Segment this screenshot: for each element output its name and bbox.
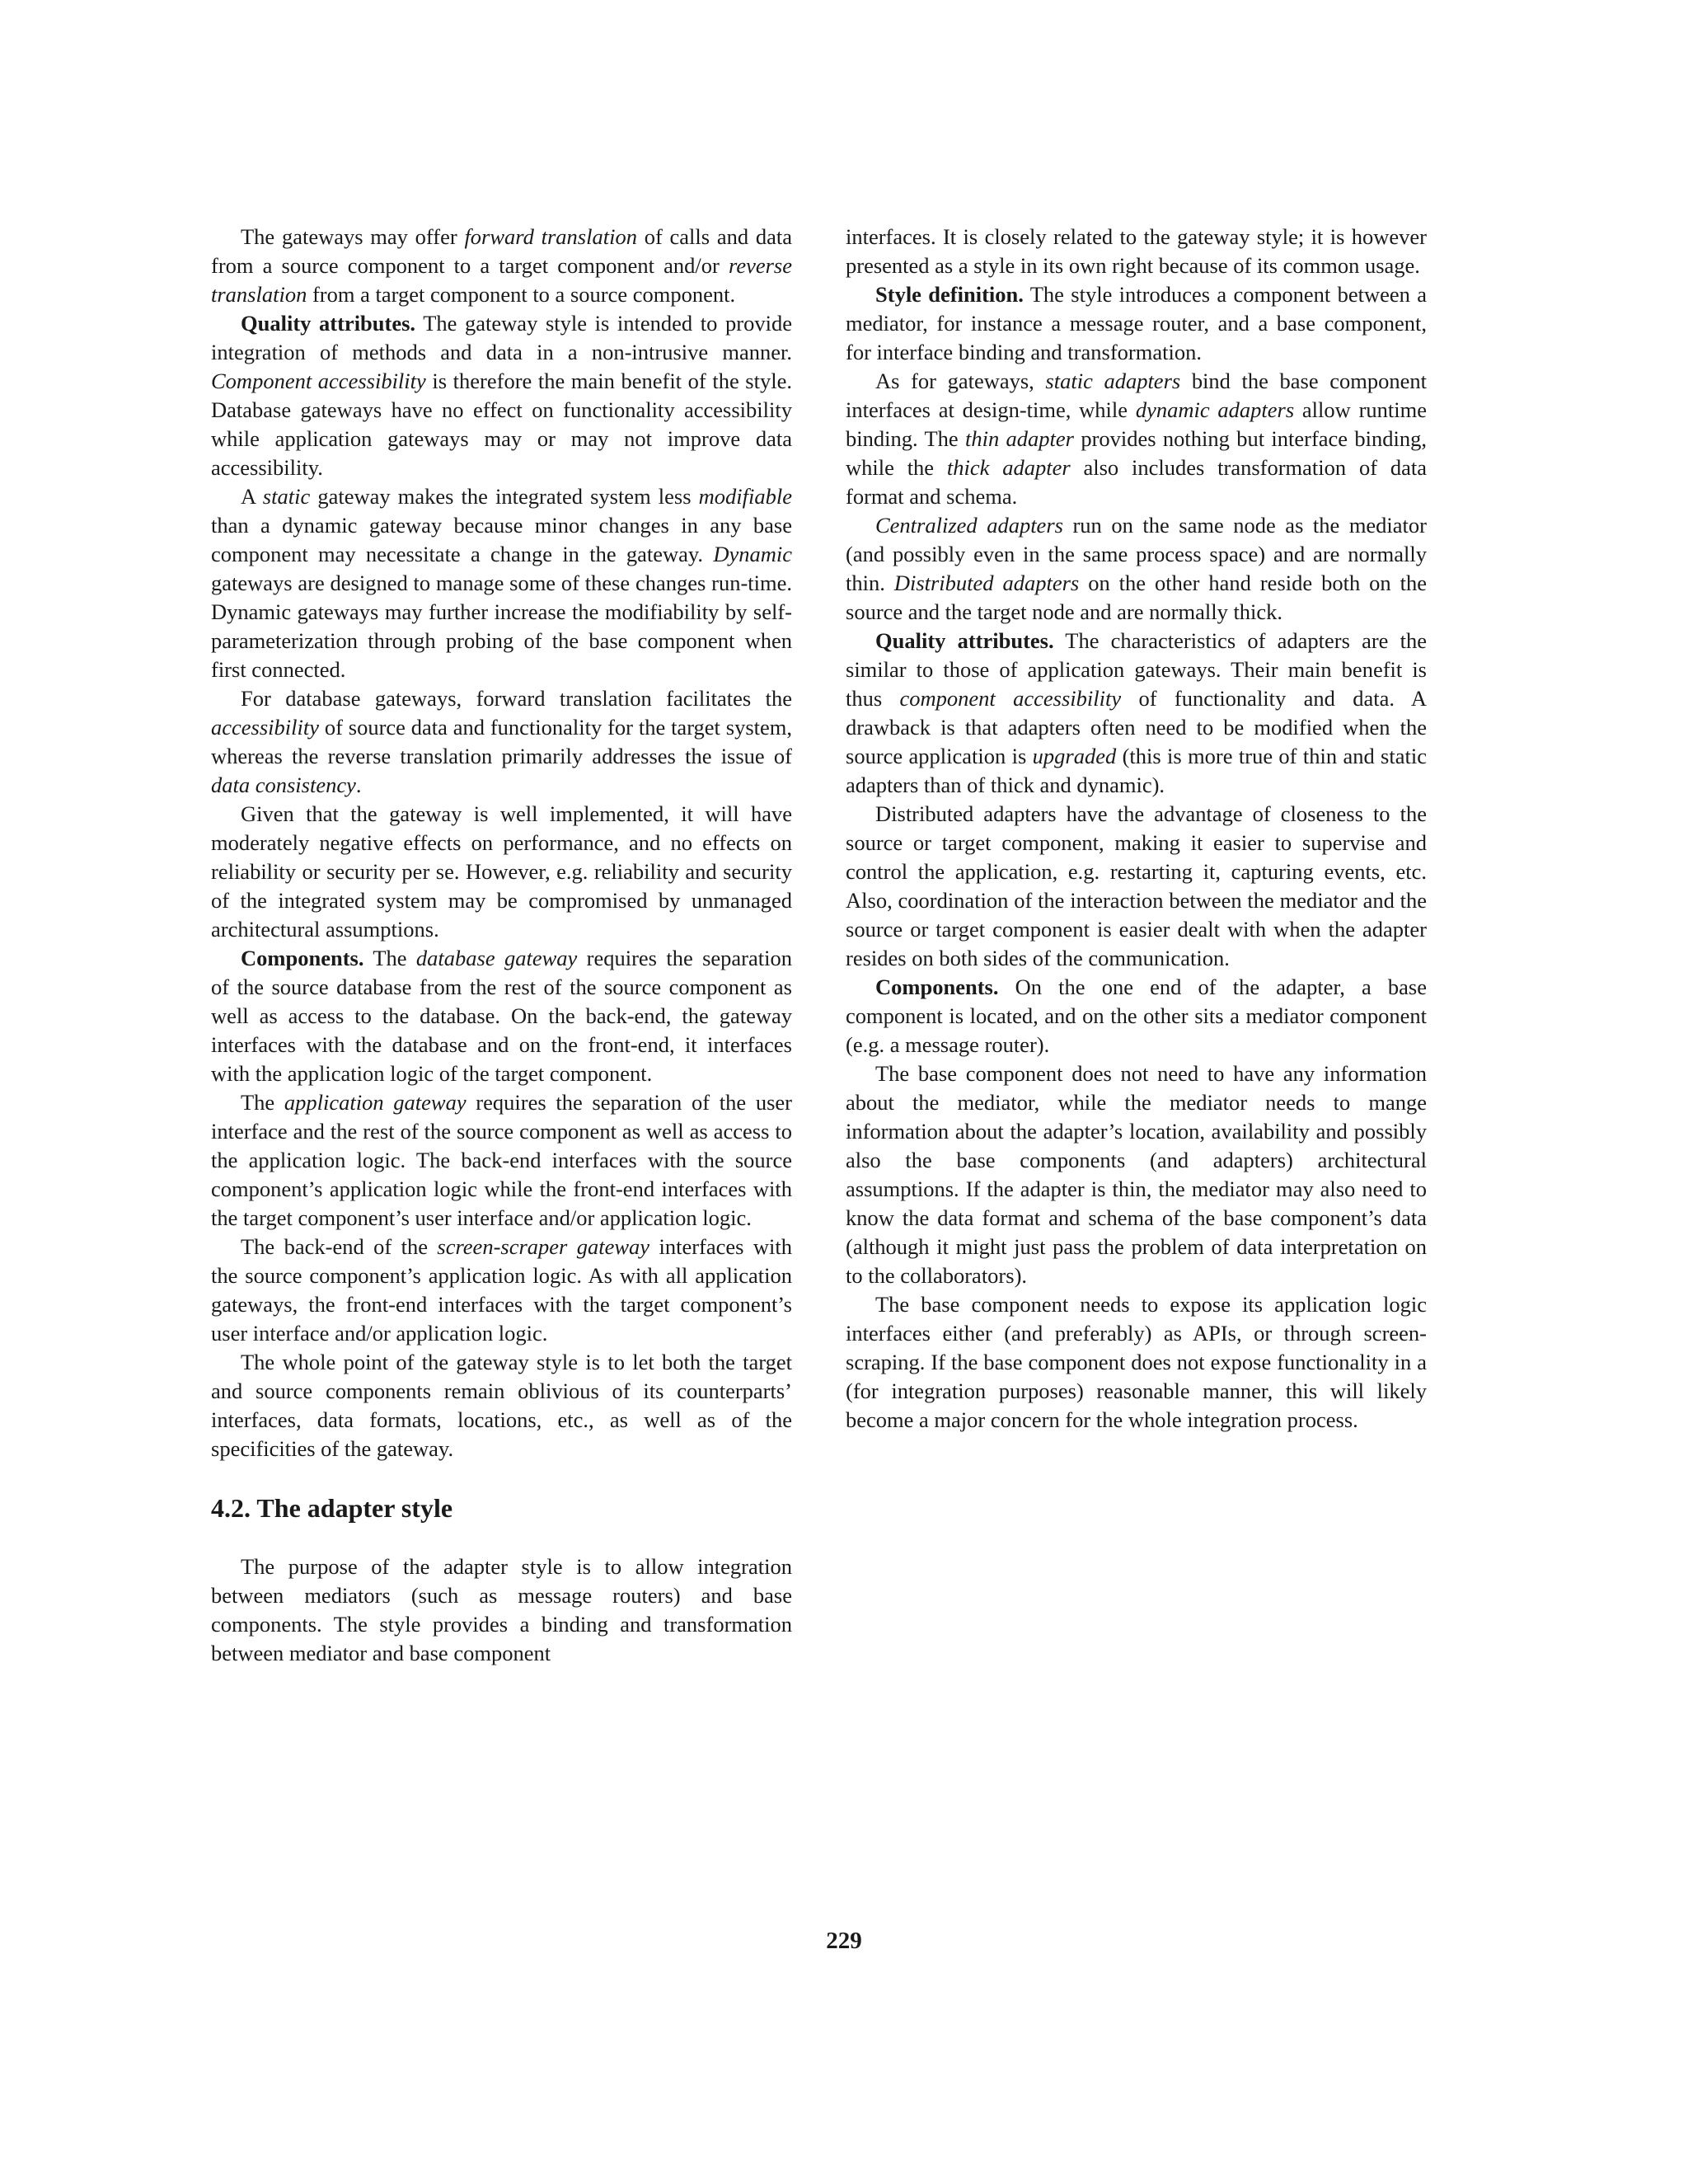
run-text: requires the separation of the user interface and the rest of the source component as well as access to the application logic. The back-end interfaces with the source component’s application logic while the front-end interfaces with the target component’s user interface and/or application logic. bbox=[211, 1090, 792, 1230]
paragraph bbox=[211, 800, 792, 944]
run-emphasis: modifiable bbox=[698, 484, 793, 509]
left-paragraphs-after-heading bbox=[211, 1552, 792, 1668]
run-text: The back-end of the bbox=[241, 1234, 438, 1259]
run-text: run on the same node as the mediator (and possibly even in the same process space) and are normally thin. bbox=[846, 513, 1427, 595]
run-emphasis: Dynamic bbox=[713, 542, 792, 566]
left-paragraphs bbox=[211, 223, 792, 1463]
run-text: The whole point of the gateway style is to let both the target and source components remain oblivious of its counterparts’ interfaces, data formats, locations, etc., as well as of the specificities of the gateway. bbox=[211, 1350, 792, 1461]
run-text: gateway makes the integrated system less bbox=[310, 484, 699, 509]
run-heading: Components. bbox=[875, 975, 999, 999]
run-text: On the one end of the adapter, a base component is located, and on the other sits a mediator component (e.g. a message router). bbox=[846, 975, 1427, 1057]
run-emphasis: screen-scraper gateway bbox=[437, 1234, 650, 1259]
run-emphasis: thick adapter bbox=[946, 455, 1071, 480]
paragraph bbox=[846, 800, 1427, 973]
run-text: (this is more true of thin and static adapters than of thick and dynamic). bbox=[846, 744, 1427, 797]
paragraph bbox=[846, 627, 1427, 800]
right-column bbox=[846, 223, 1427, 1435]
run-text: . bbox=[355, 773, 362, 797]
run-heading: Style definition. bbox=[875, 282, 1024, 307]
run-text: from a target component to a source component. bbox=[307, 282, 736, 307]
run-emphasis: component accessibility bbox=[899, 686, 1122, 711]
paragraph bbox=[211, 223, 792, 309]
paragraph bbox=[846, 973, 1427, 1059]
run-emphasis: thin adapter bbox=[964, 426, 1074, 451]
run-text: of calls and data from a source component to a target component and/or bbox=[211, 224, 792, 278]
page-number: 229 bbox=[826, 1928, 862, 1954]
run-text: than a dynamic gateway because minor changes in any base component may necessitate a change in the gateway. bbox=[211, 513, 792, 566]
paragraph bbox=[211, 1088, 792, 1233]
run-emphasis: upgraded bbox=[1032, 744, 1117, 768]
run-heading: Components. bbox=[241, 946, 364, 970]
run-text: of source data and functionality for the target system, whereas the reverse translation primarily addresses the issue of bbox=[211, 715, 792, 768]
run-text: The base component needs to expose its application logic interfaces either (and preferably) as APIs, or through screen-scraping. If the base component does not expose functionality in a (for integration purposes) reasonable manner, this will likely become a major concern for the whole integration process. bbox=[846, 1292, 1427, 1432]
run-text: Given that the gateway is well implemented, it will have moderately negative effects on performance, and no effects on reliability or security per se. However, e.g. reliability and security of the integrated system may be compromised by unmanaged architectural assumptions. bbox=[211, 801, 792, 942]
run-emphasis: static bbox=[262, 484, 311, 509]
paragraph bbox=[211, 482, 792, 684]
run-emphasis: static adapters bbox=[1045, 369, 1181, 393]
run-text: The style introduces a component between a mediator, for instance a message router, and a base component, for interface binding and transformation. bbox=[846, 282, 1427, 364]
run-emphasis: Centralized adapters bbox=[875, 513, 1063, 538]
paragraph bbox=[846, 511, 1427, 627]
run-text: gateways are designed to manage some of these changes run-time. Dynamic gateways may further increase the modifiability by self-parameterization through probing of the base component when first connected. bbox=[211, 571, 792, 682]
run-heading: Quality attributes. bbox=[241, 311, 416, 336]
run-emphasis: reverse translation bbox=[211, 253, 792, 307]
section-heading: 4.2. The adapter style bbox=[211, 1493, 453, 1523]
run-emphasis: forward translation bbox=[464, 224, 637, 249]
run-text: requires the separation of the source database from the rest of the source component as well as access to the database. On the back-end, the gateway interfaces with the database and on the front-end, it interfaces with the application logic of the target component. bbox=[211, 946, 792, 1086]
paragraph bbox=[846, 1290, 1427, 1435]
run-text: The characteristics of adapters are the similar to those of application gateways. Their main benefit is thus bbox=[846, 628, 1427, 711]
run-text: is therefore the main benefit of the style. Database gateways have no effect on functionality accessibility while application gateways may or may not improve data accessibility. bbox=[211, 369, 792, 480]
run-text: The bbox=[363, 946, 416, 970]
run-text: The gateways may offer bbox=[241, 224, 465, 249]
run-text: bind the base component interfaces at design-time, while bbox=[846, 369, 1427, 422]
run-emphasis: Component accessibility bbox=[211, 369, 426, 393]
run-text: allow runtime binding. The bbox=[846, 397, 1427, 451]
paragraph bbox=[211, 309, 792, 482]
run-text: of functionality and data. A drawback is that adapters often need to be modified when the source application is bbox=[846, 686, 1427, 768]
run-text: The purpose of the adapter style is to allow integration between mediators (such as message routers) and base components. The style provides a binding and transformation between mediator and base component bbox=[211, 1554, 792, 1665]
run-text: also includes transformation of data format and schema. bbox=[846, 455, 1428, 509]
run-heading: Quality attributes. bbox=[875, 628, 1054, 653]
paragraph bbox=[846, 1059, 1427, 1290]
run-text: provides nothing but interface binding, while the bbox=[846, 426, 1427, 480]
paragraph bbox=[211, 1552, 792, 1668]
paragraph bbox=[211, 1348, 792, 1463]
left-column bbox=[211, 223, 792, 1668]
run-emphasis: dynamic adapters bbox=[1135, 397, 1295, 422]
run-text: The bbox=[241, 1090, 284, 1115]
run-emphasis: Distributed adapters bbox=[893, 571, 1080, 595]
paragraph bbox=[211, 1233, 792, 1348]
run-emphasis: application gateway bbox=[284, 1090, 467, 1115]
run-text: interfaces with the source component’s application logic. As with all application gateways, the front-end interfaces with the target component’s user interface and/or application logic. bbox=[211, 1234, 792, 1346]
run-emphasis: data consistency bbox=[211, 773, 356, 797]
paragraph bbox=[846, 280, 1427, 367]
run-emphasis: database gateway bbox=[415, 946, 578, 970]
paragraph bbox=[846, 223, 1427, 280]
run-text: Distributed adapters have the advantage of closeness to the source or target component, making it easier to supervise and control the application, e.g. restarting it, capturing events, etc. Also, coordination of the interaction between the mediator and the source or target component is easier dealt with when the adapter resides on both sides of the communication. bbox=[846, 801, 1427, 970]
run-text: For database gateways, forward translation facilitates the bbox=[241, 686, 792, 711]
run-text: A bbox=[241, 484, 263, 509]
run-emphasis: accessibility bbox=[211, 715, 319, 740]
run-text: on the other hand reside both on the source and the target node and are normally thick. bbox=[846, 571, 1427, 624]
paragraph bbox=[211, 944, 792, 1088]
right-paragraphs bbox=[846, 223, 1427, 1435]
paragraph bbox=[846, 367, 1427, 511]
run-text: The base component does not need to have any information about the mediator, while the mediator needs to mange information about the adapter’s location, availability and possibly also the base components (and adapters) architectural assumptions. If the adapter is thin, the mediator may also need to know the data format and schema of the base component’s data (although it might just pass the problem of data interpretation on to the collaborators). bbox=[846, 1061, 1427, 1288]
paragraph bbox=[211, 684, 792, 800]
run-text: As for gateways, bbox=[875, 369, 1046, 393]
run-text: The gateway style is intended to provide integration of methods and data in a non-intrusive manner. bbox=[211, 311, 792, 364]
run-text: interfaces. It is closely related to the gateway style; it is however presented as a style in its own right because of its common usage. bbox=[846, 224, 1427, 278]
